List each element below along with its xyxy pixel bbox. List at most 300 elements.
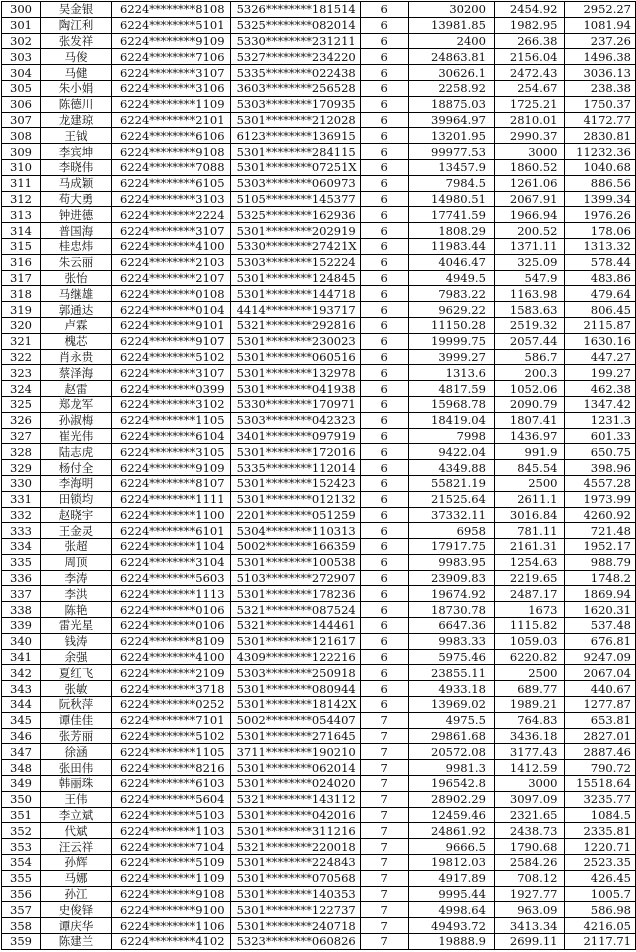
group-cell: 6 bbox=[360, 317, 408, 333]
amount-cell: 23909.83 bbox=[408, 570, 494, 586]
amount-cell: 9983.95 bbox=[408, 554, 494, 570]
amount-cell: 4949.5 bbox=[408, 270, 494, 286]
table-row bbox=[2, 902, 636, 918]
amount-cell: 7983.22 bbox=[408, 286, 494, 302]
name-cell: 槐芯 bbox=[40, 333, 111, 349]
id-number-cell: 5301********121617 bbox=[230, 633, 360, 649]
amount-3-cell: 2952.27 bbox=[565, 2, 636, 18]
card-number-cell: 6224********7088 bbox=[112, 159, 231, 175]
amount-3-cell: 479.64 bbox=[565, 286, 636, 302]
amount-3-cell: 9247.09 bbox=[565, 649, 636, 665]
table-row bbox=[2, 539, 636, 555]
card-number-cell: 6224********3102 bbox=[112, 396, 231, 412]
amount-3-cell: 3036.13 bbox=[565, 65, 636, 81]
amount-3-cell: 1748.2 bbox=[565, 570, 636, 586]
row-number-cell: 351 bbox=[2, 807, 41, 823]
id-number-cell: 5301********224843 bbox=[230, 855, 360, 871]
row-number-cell: 326 bbox=[2, 412, 41, 428]
group-cell: 6 bbox=[360, 159, 408, 175]
table-row bbox=[2, 223, 636, 239]
name-cell: 夏红飞 bbox=[40, 665, 111, 681]
amount-2-cell: 266.38 bbox=[494, 33, 565, 49]
id-number-cell: 5301********041938 bbox=[230, 381, 360, 397]
row-number-cell: 356 bbox=[2, 886, 41, 902]
group-cell: 6 bbox=[360, 665, 408, 681]
id-number-cell: 5301********240718 bbox=[230, 918, 360, 934]
amount-cell: 7998 bbox=[408, 428, 494, 444]
table-row bbox=[2, 128, 636, 144]
card-number-cell: 6224********9107 bbox=[112, 333, 231, 349]
amount-2-cell: 1807.41 bbox=[494, 412, 565, 428]
table-row bbox=[2, 65, 636, 81]
group-cell: 6 bbox=[360, 539, 408, 555]
id-number-cell: 3603********256528 bbox=[230, 80, 360, 96]
id-number-cell: 5335********022438 bbox=[230, 65, 360, 81]
group-cell: 6 bbox=[360, 49, 408, 65]
amount-3-cell: 1231.3 bbox=[565, 412, 636, 428]
amount-2-cell: 6220.82 bbox=[494, 649, 565, 665]
amount-2-cell: 1371.11 bbox=[494, 238, 565, 254]
group-cell: 6 bbox=[360, 112, 408, 128]
amount-3-cell: 15518.64 bbox=[565, 776, 636, 792]
id-number-cell: 5301********132978 bbox=[230, 365, 360, 381]
amount-2-cell: 2090.79 bbox=[494, 396, 565, 412]
amount-cell: 29861.68 bbox=[408, 728, 494, 744]
row-number-cell: 317 bbox=[2, 270, 41, 286]
row-number-cell: 340 bbox=[2, 633, 41, 649]
row-number-cell: 354 bbox=[2, 855, 41, 871]
amount-2-cell: 3000 bbox=[494, 144, 565, 160]
table-row bbox=[2, 665, 636, 681]
id-number-cell: 5301********18142X bbox=[230, 697, 360, 713]
amount-3-cell: 1976.26 bbox=[565, 207, 636, 223]
amount-3-cell: 1750.37 bbox=[565, 96, 636, 112]
id-number-cell: 5303********250918 bbox=[230, 665, 360, 681]
table-row bbox=[2, 744, 636, 760]
amount-cell: 13457.9 bbox=[408, 159, 494, 175]
card-number-cell: 6224********3106 bbox=[112, 80, 231, 96]
card-number-cell: 6224********1104 bbox=[112, 539, 231, 555]
id-number-cell: 5303********060973 bbox=[230, 175, 360, 191]
amount-2-cell: 1989.21 bbox=[494, 697, 565, 713]
row-number-cell: 311 bbox=[2, 175, 41, 191]
amount-cell: 9983.33 bbox=[408, 633, 494, 649]
row-number-cell: 324 bbox=[2, 381, 41, 397]
table-row bbox=[2, 80, 636, 96]
table-row bbox=[2, 254, 636, 270]
amount-cell: 6958 bbox=[408, 523, 494, 539]
row-number-cell: 306 bbox=[2, 96, 41, 112]
amount-cell: 24861.92 bbox=[408, 823, 494, 839]
row-number-cell: 338 bbox=[2, 602, 41, 618]
amount-3-cell: 2067.04 bbox=[565, 665, 636, 681]
name-cell: 郑龙军 bbox=[40, 396, 111, 412]
row-number-cell: 348 bbox=[2, 760, 41, 776]
group-cell: 6 bbox=[360, 570, 408, 586]
table-row bbox=[2, 17, 636, 33]
group-cell: 6 bbox=[360, 207, 408, 223]
row-number-cell: 325 bbox=[2, 396, 41, 412]
amount-cell: 4349.88 bbox=[408, 460, 494, 476]
amount-cell: 20572.08 bbox=[408, 744, 494, 760]
group-cell: 7 bbox=[360, 728, 408, 744]
amount-2-cell: 325.09 bbox=[494, 254, 565, 270]
group-cell: 6 bbox=[360, 175, 408, 191]
table-row bbox=[2, 807, 636, 823]
amount-2-cell: 1927.77 bbox=[494, 886, 565, 902]
amount-2-cell: 2057.44 bbox=[494, 333, 565, 349]
amount-cell: 18875.03 bbox=[408, 96, 494, 112]
amount-2-cell: 1725.21 bbox=[494, 96, 565, 112]
name-cell: 田锁均 bbox=[40, 491, 111, 507]
table-row bbox=[2, 934, 636, 950]
row-number-cell: 320 bbox=[2, 317, 41, 333]
amount-cell: 9422.04 bbox=[408, 444, 494, 460]
amount-3-cell: 426.45 bbox=[565, 870, 636, 886]
card-number-cell: 6224********8107 bbox=[112, 475, 231, 491]
amount-2-cell: 2500 bbox=[494, 665, 565, 681]
amount-2-cell: 2699.11 bbox=[494, 934, 565, 950]
card-number-cell: 6224********2107 bbox=[112, 270, 231, 286]
amount-3-cell: 1347.42 bbox=[565, 396, 636, 412]
card-number-cell: 6224********3107 bbox=[112, 65, 231, 81]
amount-cell: 4998.64 bbox=[408, 902, 494, 918]
group-cell: 7 bbox=[360, 855, 408, 871]
amount-3-cell: 1869.94 bbox=[565, 586, 636, 602]
row-number-cell: 345 bbox=[2, 712, 41, 728]
amount-cell: 19812.03 bbox=[408, 855, 494, 871]
amount-cell: 18419.04 bbox=[408, 412, 494, 428]
row-number-cell: 347 bbox=[2, 744, 41, 760]
amount-cell: 9666.5 bbox=[408, 839, 494, 855]
amount-cell: 23855.11 bbox=[408, 665, 494, 681]
amount-3-cell: 1005.7 bbox=[565, 886, 636, 902]
name-cell: 李涛 bbox=[40, 570, 111, 586]
name-cell: 谭佳佳 bbox=[40, 712, 111, 728]
amount-cell: 39964.97 bbox=[408, 112, 494, 128]
amount-3-cell: 1399.34 bbox=[565, 191, 636, 207]
amount-2-cell: 2156.04 bbox=[494, 49, 565, 65]
name-cell: 马继雄 bbox=[40, 286, 111, 302]
table-row bbox=[2, 2, 636, 18]
table-row bbox=[2, 570, 636, 586]
group-cell: 6 bbox=[360, 2, 408, 18]
amount-3-cell: 650.75 bbox=[565, 444, 636, 460]
amount-3-cell: 3235.77 bbox=[565, 791, 636, 807]
card-number-cell: 6224********2101 bbox=[112, 112, 231, 128]
group-cell: 6 bbox=[360, 618, 408, 634]
amount-2-cell: 1436.97 bbox=[494, 428, 565, 444]
card-number-cell: 6224********3105 bbox=[112, 444, 231, 460]
card-number-cell: 6224********0106 bbox=[112, 602, 231, 618]
card-number-cell: 6224********0252 bbox=[112, 697, 231, 713]
card-number-cell: 6224********5603 bbox=[112, 570, 231, 586]
id-number-cell: 5301********271645 bbox=[230, 728, 360, 744]
amount-2-cell: 1052.06 bbox=[494, 381, 565, 397]
table-row bbox=[2, 33, 636, 49]
amount-2-cell: 2067.91 bbox=[494, 191, 565, 207]
row-number-cell: 315 bbox=[2, 238, 41, 254]
group-cell: 6 bbox=[360, 412, 408, 428]
table-row bbox=[2, 317, 636, 333]
table-row bbox=[2, 870, 636, 886]
group-cell: 6 bbox=[360, 333, 408, 349]
row-number-cell: 344 bbox=[2, 697, 41, 713]
name-cell: 张田伟 bbox=[40, 760, 111, 776]
amount-3-cell: 1496.38 bbox=[565, 49, 636, 65]
group-cell: 6 bbox=[360, 144, 408, 160]
amount-cell: 28902.29 bbox=[408, 791, 494, 807]
group-cell: 6 bbox=[360, 128, 408, 144]
amount-3-cell: 4557.28 bbox=[565, 475, 636, 491]
id-number-cell: 6123********136915 bbox=[230, 128, 360, 144]
amount-3-cell: 886.56 bbox=[565, 175, 636, 191]
amount-3-cell: 199.27 bbox=[565, 365, 636, 381]
amount-cell: 11983.44 bbox=[408, 238, 494, 254]
card-number-cell: 6224********9100 bbox=[112, 902, 231, 918]
table-row bbox=[2, 191, 636, 207]
name-cell: 汪云祥 bbox=[40, 839, 111, 855]
row-number-cell: 346 bbox=[2, 728, 41, 744]
table-row bbox=[2, 776, 636, 792]
amount-2-cell: 3097.09 bbox=[494, 791, 565, 807]
row-number-cell: 305 bbox=[2, 80, 41, 96]
table-row bbox=[2, 681, 636, 697]
amount-2-cell: 2611.1 bbox=[494, 491, 565, 507]
amount-2-cell: 1583.63 bbox=[494, 302, 565, 318]
group-cell: 6 bbox=[360, 428, 408, 444]
row-number-cell: 341 bbox=[2, 649, 41, 665]
group-cell: 6 bbox=[360, 396, 408, 412]
table-row bbox=[2, 475, 636, 491]
row-number-cell: 337 bbox=[2, 586, 41, 602]
name-cell: 赵雷 bbox=[40, 381, 111, 397]
id-number-cell: 5330********27421X bbox=[230, 238, 360, 254]
group-cell: 6 bbox=[360, 491, 408, 507]
amount-3-cell: 988.79 bbox=[565, 554, 636, 570]
id-number-cell: 5301********012132 bbox=[230, 491, 360, 507]
amount-3-cell: 2827.01 bbox=[565, 728, 636, 744]
group-cell: 6 bbox=[360, 554, 408, 570]
row-number-cell: 307 bbox=[2, 112, 41, 128]
row-number-cell: 355 bbox=[2, 870, 41, 886]
id-number-cell: 5002********054407 bbox=[230, 712, 360, 728]
id-number-cell: 5335********112014 bbox=[230, 460, 360, 476]
row-number-cell: 312 bbox=[2, 191, 41, 207]
table-row bbox=[2, 823, 636, 839]
amount-2-cell: 1254.63 bbox=[494, 554, 565, 570]
amount-cell: 99977.53 bbox=[408, 144, 494, 160]
card-number-cell: 6224********3718 bbox=[112, 681, 231, 697]
row-number-cell: 343 bbox=[2, 681, 41, 697]
id-number-cell: 5301********060516 bbox=[230, 349, 360, 365]
table-row bbox=[2, 238, 636, 254]
card-number-cell: 6224********4100 bbox=[112, 649, 231, 665]
name-cell: 肖永贵 bbox=[40, 349, 111, 365]
amount-cell: 11150.28 bbox=[408, 317, 494, 333]
row-number-cell: 330 bbox=[2, 475, 41, 491]
amount-3-cell: 4216.05 bbox=[565, 918, 636, 934]
group-cell: 7 bbox=[360, 760, 408, 776]
name-cell: 代斌 bbox=[40, 823, 111, 839]
group-cell: 6 bbox=[360, 33, 408, 49]
card-number-cell: 6224********5101 bbox=[112, 17, 231, 33]
name-cell: 李立斌 bbox=[40, 807, 111, 823]
group-cell: 6 bbox=[360, 65, 408, 81]
amount-cell: 24863.81 bbox=[408, 49, 494, 65]
card-number-cell: 6224********4100 bbox=[112, 238, 231, 254]
amount-cell: 18730.78 bbox=[408, 602, 494, 618]
group-cell: 6 bbox=[360, 365, 408, 381]
card-number-cell: 6224********3107 bbox=[112, 223, 231, 239]
group-cell: 6 bbox=[360, 80, 408, 96]
table-row bbox=[2, 159, 636, 175]
card-number-cell: 6224********0108 bbox=[112, 286, 231, 302]
name-cell: 李晓伟 bbox=[40, 159, 111, 175]
row-number-cell: 322 bbox=[2, 349, 41, 365]
id-number-cell: 5321********292816 bbox=[230, 317, 360, 333]
amount-3-cell: 2830.81 bbox=[565, 128, 636, 144]
amount-3-cell: 2523.35 bbox=[565, 855, 636, 871]
id-number-cell: 5330********231211 bbox=[230, 33, 360, 49]
name-cell: 龙建琼 bbox=[40, 112, 111, 128]
id-number-cell: 5321********144461 bbox=[230, 618, 360, 634]
group-cell: 6 bbox=[360, 523, 408, 539]
card-number-cell: 6224********1105 bbox=[112, 744, 231, 760]
table-row bbox=[2, 507, 636, 523]
id-number-cell: 5327********234220 bbox=[230, 49, 360, 65]
card-number-cell: 6224********1106 bbox=[112, 918, 231, 934]
table-row bbox=[2, 855, 636, 871]
amount-2-cell: 2219.65 bbox=[494, 570, 565, 586]
amount-2-cell: 845.54 bbox=[494, 460, 565, 476]
card-number-cell: 6224********9101 bbox=[112, 317, 231, 333]
name-cell: 蔡泽海 bbox=[40, 365, 111, 381]
group-cell: 7 bbox=[360, 823, 408, 839]
row-number-cell: 323 bbox=[2, 365, 41, 381]
row-number-cell: 352 bbox=[2, 823, 41, 839]
group-cell: 6 bbox=[360, 697, 408, 713]
amount-cell: 21525.64 bbox=[408, 491, 494, 507]
group-cell: 6 bbox=[360, 191, 408, 207]
amount-cell: 9629.22 bbox=[408, 302, 494, 318]
amount-3-cell: 537.48 bbox=[565, 618, 636, 634]
card-number-cell: 6224********7104 bbox=[112, 839, 231, 855]
id-number-cell: 5326********181514 bbox=[230, 2, 360, 18]
name-cell: 钟进德 bbox=[40, 207, 111, 223]
name-cell: 陈德川 bbox=[40, 96, 111, 112]
amount-cell: 4933.18 bbox=[408, 681, 494, 697]
amount-2-cell: 3177.43 bbox=[494, 744, 565, 760]
card-number-cell: 6224********5103 bbox=[112, 807, 231, 823]
row-number-cell: 350 bbox=[2, 791, 41, 807]
amount-3-cell: 238.38 bbox=[565, 80, 636, 96]
id-number-cell: 5303********170935 bbox=[230, 96, 360, 112]
id-number-cell: 5301********202919 bbox=[230, 223, 360, 239]
row-number-cell: 308 bbox=[2, 128, 41, 144]
id-number-cell: 5103********272907 bbox=[230, 570, 360, 586]
row-number-cell: 310 bbox=[2, 159, 41, 175]
amount-3-cell: 790.72 bbox=[565, 760, 636, 776]
group-cell: 6 bbox=[360, 475, 408, 491]
amount-3-cell: 586.98 bbox=[565, 902, 636, 918]
amount-3-cell: 2335.81 bbox=[565, 823, 636, 839]
table-row bbox=[2, 839, 636, 855]
group-cell: 7 bbox=[360, 807, 408, 823]
row-number-cell: 319 bbox=[2, 302, 41, 318]
amount-cell: 4817.59 bbox=[408, 381, 494, 397]
amount-2-cell: 2584.26 bbox=[494, 855, 565, 871]
card-number-cell: 6224********9109 bbox=[112, 460, 231, 476]
name-cell: 韩丽珠 bbox=[40, 776, 111, 792]
name-cell: 周顶 bbox=[40, 554, 111, 570]
row-number-cell: 353 bbox=[2, 839, 41, 855]
amount-2-cell: 3000 bbox=[494, 776, 565, 792]
row-number-cell: 300 bbox=[2, 2, 41, 18]
table-row bbox=[2, 444, 636, 460]
amount-cell: 4975.5 bbox=[408, 712, 494, 728]
name-cell: 史俊铎 bbox=[40, 902, 111, 918]
amount-2-cell: 1982.95 bbox=[494, 17, 565, 33]
name-cell: 陶江利 bbox=[40, 17, 111, 33]
table-row bbox=[2, 349, 636, 365]
table-row bbox=[2, 460, 636, 476]
amount-3-cell: 806.45 bbox=[565, 302, 636, 318]
amount-3-cell: 1040.68 bbox=[565, 159, 636, 175]
id-number-cell: 5301********144718 bbox=[230, 286, 360, 302]
table-row bbox=[2, 791, 636, 807]
name-cell: 李宾坤 bbox=[40, 144, 111, 160]
amount-3-cell: 398.96 bbox=[565, 460, 636, 476]
group-cell: 6 bbox=[360, 238, 408, 254]
id-number-cell: 5301********140353 bbox=[230, 886, 360, 902]
card-number-cell: 6224********2103 bbox=[112, 254, 231, 270]
table-row bbox=[2, 49, 636, 65]
id-number-cell: 5301********062014 bbox=[230, 760, 360, 776]
amount-cell: 14980.51 bbox=[408, 191, 494, 207]
amount-3-cell: 447.27 bbox=[565, 349, 636, 365]
name-cell: 马健 bbox=[40, 65, 111, 81]
amount-3-cell: 2117.71 bbox=[565, 934, 636, 950]
amount-2-cell: 1261.06 bbox=[494, 175, 565, 191]
card-number-cell: 6224********6105 bbox=[112, 175, 231, 191]
id-number-cell: 5301********070568 bbox=[230, 870, 360, 886]
card-number-cell: 6224********3104 bbox=[112, 554, 231, 570]
row-number-cell: 334 bbox=[2, 539, 41, 555]
amount-2-cell: 1966.94 bbox=[494, 207, 565, 223]
row-number-cell: 331 bbox=[2, 491, 41, 507]
amount-cell: 6647.36 bbox=[408, 618, 494, 634]
row-number-cell: 309 bbox=[2, 144, 41, 160]
amount-3-cell: 1081.94 bbox=[565, 17, 636, 33]
card-number-cell: 6224********6103 bbox=[112, 776, 231, 792]
name-cell: 卢霖 bbox=[40, 317, 111, 333]
row-number-cell: 332 bbox=[2, 507, 41, 523]
group-cell: 6 bbox=[360, 444, 408, 460]
amount-3-cell: 178.06 bbox=[565, 223, 636, 239]
id-number-cell: 5301********212028 bbox=[230, 112, 360, 128]
row-number-cell: 321 bbox=[2, 333, 41, 349]
card-number-cell: 6224********8109 bbox=[112, 633, 231, 649]
amount-cell: 17741.59 bbox=[408, 207, 494, 223]
group-cell: 6 bbox=[360, 17, 408, 33]
amount-cell: 55821.19 bbox=[408, 475, 494, 491]
amount-cell: 12459.46 bbox=[408, 807, 494, 823]
table-body bbox=[2, 2, 636, 950]
table-row bbox=[2, 697, 636, 713]
amount-2-cell: 708.12 bbox=[494, 870, 565, 886]
amount-3-cell: 1973.99 bbox=[565, 491, 636, 507]
